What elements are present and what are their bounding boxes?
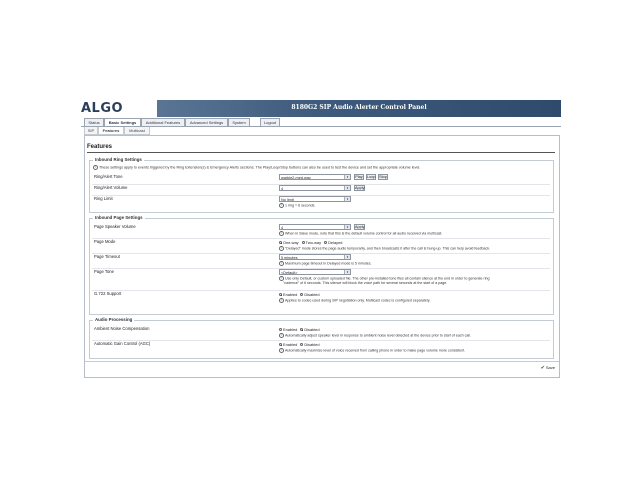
help-text-continued: "cadence" of 6 seconds. This silence will block the voice path for several seconds at the start of a page. (283, 281, 448, 285)
save-button[interactable]: ✔Save (540, 365, 555, 371)
checkmark-icon: ✔ (540, 365, 545, 371)
panel-title: 8180G2 SIP Audio Alerter Control Panel (291, 104, 427, 111)
title-divider (87, 152, 555, 153)
page-timeout-row (92, 253, 550, 269)
g722-radios (279, 292, 322, 297)
tab-divider (81, 126, 561, 127)
help-text: i Use only Default, or custom uploaded file. The other pre-installed tone files all contain silence at the end in order to generate ring (279, 276, 490, 281)
info-icon: i (279, 246, 284, 251)
chevron-down-icon: ▾ (344, 197, 350, 201)
header (81, 100, 561, 117)
radio-icon (279, 343, 282, 346)
tab-status[interactable]: Status (84, 118, 104, 126)
info-icon: i (279, 298, 284, 303)
title-banner (157, 100, 561, 117)
info-icon: i (279, 333, 284, 338)
section-legend: Inbound Ring Settings (95, 157, 142, 162)
agc-row (92, 340, 550, 356)
radio-enabled[interactable]: Enabled (279, 292, 297, 297)
field-label: Page Speaker Volume (94, 224, 136, 229)
radio-icon (324, 241, 327, 244)
chevron-down-icon: ▾ (344, 175, 350, 179)
page-title: Features (87, 144, 113, 150)
info-icon: i (279, 203, 284, 208)
tab-additional-features[interactable]: Additional Features (141, 118, 185, 126)
radio-two-way[interactable]: Two-way (302, 240, 321, 245)
info-icon: i (279, 231, 284, 236)
radio-disabled[interactable]: Disabled (300, 292, 319, 297)
footer-divider (85, 361, 559, 362)
tab-logout[interactable]: Logout (260, 118, 280, 126)
ambient-radios (279, 327, 322, 332)
chevron-down-icon: ▾ (344, 225, 350, 229)
help-text: i Automatically maximize level of voice received from calling phone in order to make page volume more consistent. (279, 348, 465, 353)
ring-volume-select[interactable]: 4 ▾ (279, 185, 351, 191)
field-label: G.722 Support (94, 291, 122, 296)
play-button[interactable]: Play (355, 175, 363, 179)
algo-logo: ALGO (81, 101, 124, 116)
speaker-volume-select[interactable]: 4 ▾ (279, 224, 351, 230)
control-panel (81, 100, 561, 376)
radio-icon (279, 241, 282, 244)
radio-icon (279, 328, 282, 331)
inbound-ring-section (89, 157, 554, 213)
ring-tone-select[interactable]: warble2-med.wav ▾ (279, 174, 351, 180)
content-panel (84, 135, 560, 378)
field-label: Ambient Noise Compensation (94, 326, 150, 331)
section-note: i These settings apply to events triggered by the Ring Extension(s) & Emergency Alerts sections. The Play/Loop/Stop buttons can also be used to test the device and set the appropriate volume level. (93, 165, 420, 170)
chevron-down-icon: ▾ (344, 255, 350, 259)
page-tone-row (92, 268, 550, 291)
apply-button[interactable]: Apply (355, 225, 365, 229)
tab-advanced-settings[interactable]: Advanced Settings (185, 118, 228, 126)
info-icon: i (279, 348, 284, 353)
g722-row (92, 290, 550, 306)
audio-processing-section (89, 317, 554, 359)
radio-icon (279, 293, 282, 296)
field-label: Page Tone (94, 269, 114, 274)
subtab-multicast[interactable]: Multicast (124, 127, 150, 135)
help-text: i Maximum page timeout in Delayed mode is 5 minutes. (279, 261, 372, 266)
inbound-page-section (89, 215, 554, 315)
tab-system[interactable]: System (228, 118, 250, 126)
info-icon: i (93, 165, 98, 170)
radio-icon (300, 328, 303, 331)
help-text: i When in Slave mode, note that this is the default volume control for all audio received via multicast. (279, 231, 442, 236)
section-legend: Inbound Page Settings (95, 215, 143, 220)
chevron-down-icon: ▾ (344, 186, 350, 190)
page-tone-select[interactable]: <Default> ▾ (279, 269, 351, 275)
help-text: i "Delayed" mode stores the page audio temporarily, and then broadcasts it after the call is hung-up. This can help avoid feedback. (279, 246, 490, 251)
subtab-features[interactable]: Features (98, 127, 124, 135)
radio-icon (300, 293, 303, 296)
subtab-sip[interactable]: SIP (84, 127, 98, 135)
radio-delayed[interactable]: Delayed (324, 240, 342, 245)
chevron-down-icon: ▾ (344, 270, 350, 274)
field-label: Ring/Alert Tone (94, 174, 123, 179)
radio-one-way[interactable]: One-way (279, 240, 299, 245)
agc-radios (279, 342, 322, 347)
apply-button[interactable]: Apply (355, 186, 365, 190)
ring-limit-row (92, 195, 550, 210)
page-mode-row (92, 238, 550, 254)
page-mode-radios (279, 240, 344, 245)
ambient-noise-row (92, 325, 550, 341)
stop-button[interactable]: Stop (379, 175, 387, 179)
radio-disabled[interactable]: Disabled (300, 342, 319, 347)
tab-basic-settings[interactable]: Basic Settings (104, 118, 141, 127)
field-label: Automatic Gain Control (AGC) (94, 341, 151, 346)
field-label: Page Timeout (94, 254, 120, 259)
help-text: i Applies to codec used during SIP negotiation only. Multicast codec is configured separately. (279, 298, 430, 303)
field-label: Ring Limit (94, 196, 113, 201)
help-text: i Automatically adjust speaker level in response to ambient noise level detected at the device prior to start of each call. (279, 333, 471, 338)
section-legend: Audio Processing (95, 317, 133, 322)
ring-limit-select[interactable]: No limit ▾ (279, 196, 351, 202)
info-icon: i (279, 261, 284, 266)
loop-button[interactable]: Loop (367, 175, 376, 179)
radio-icon (300, 343, 303, 346)
field-label: Ring/Alert Volume (94, 185, 128, 190)
radio-disabled[interactable]: Disabled (300, 327, 319, 332)
radio-enabled[interactable]: Enabled (279, 327, 297, 332)
radio-enabled[interactable]: Enabled (279, 342, 297, 347)
radio-icon (302, 241, 305, 244)
page-timeout-select[interactable]: 5 minutes ▾ (279, 254, 351, 260)
speaker-volume-row (92, 223, 550, 239)
info-icon: i (279, 276, 284, 281)
help-text: i 1 ring = 6 seconds. (279, 203, 315, 208)
field-label: Page Mode (94, 239, 116, 244)
